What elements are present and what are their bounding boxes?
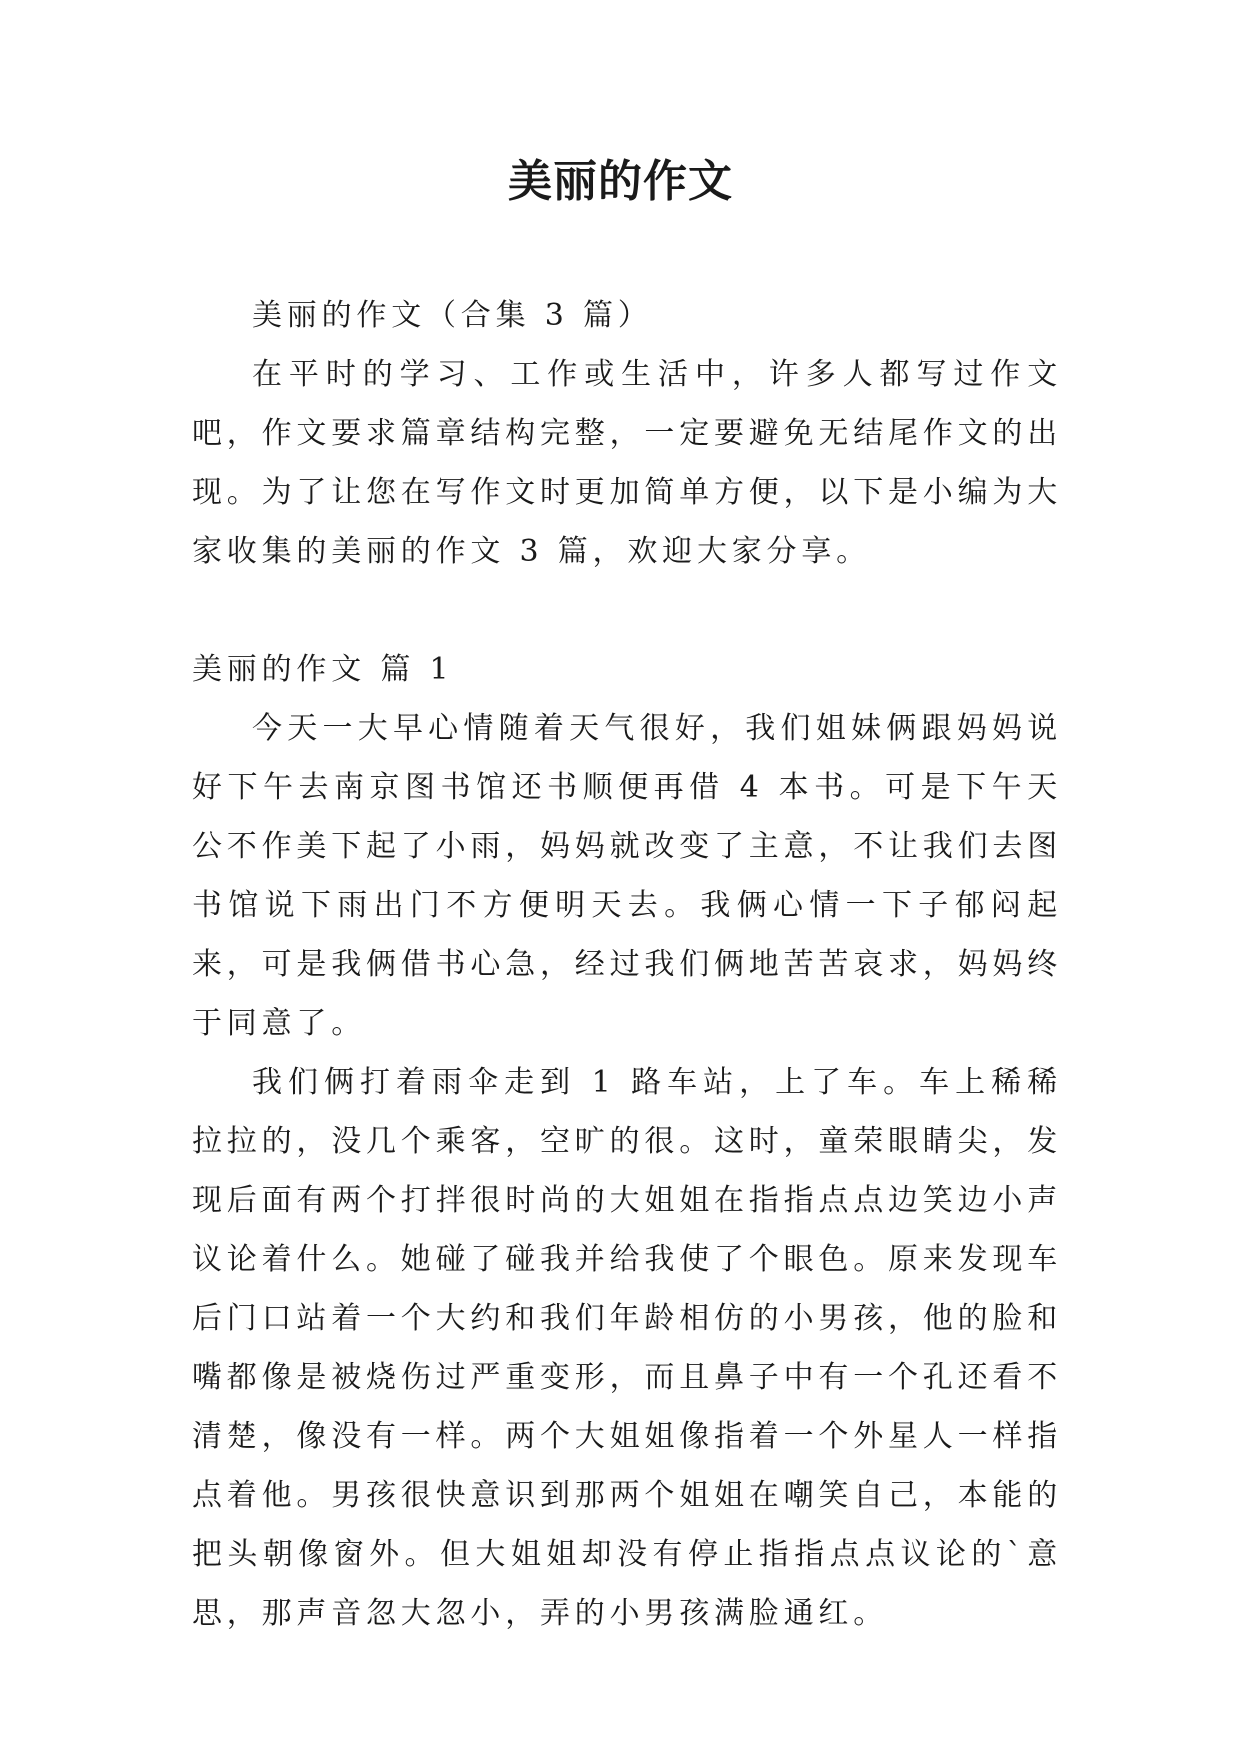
document-title: 美丽的作文 (508, 156, 733, 207)
collection-title: 美丽的作文（合集 3 篇） (252, 298, 653, 333)
document-body (192, 286, 1062, 1643)
section-heading: 美丽的作文 篇 1 (192, 652, 454, 687)
body-paragraph-1: 今天一大早心情随着天气很好，我们姐妹俩跟妈妈说好下午去南京图书馆还书顺便再借 4 本书。可是下午天公不作美下起了小雨，妈妈就改变了主意，不让我们去图书馆说下雨出门不方便明天去。我俩心情一下子郁闷起来，可是我俩借书心急，经过我们俩地苦苦哀求，妈妈终于同意了。 (192, 711, 1062, 1041)
body-paragraph-2: 我们俩打着雨伞走到 1 路车站，上了车。车上稀稀拉拉的，没几个乘客，空旷的很。这时，童荣眼睛尖，发现后面有两个打拌很时尚的大姐姐在指指点点边笑边小声议论着什么。她碰了碰我并给我使了个眼色。原来发现车后门口站着一个大约和我们年龄相仿的小男孩，他的脸和嘴都像是被烧伤过严重变形，而且鼻子中有一个孔还看不清楚，像没有一样。两个大姐姐像指着一个外星人一样指点着他。男孩很快意识到那两个姐姐在嘲笑自己，本能的把头朝像窗外。但大姐姐却没有停止指指点点议论的`意思，那声音忽大忽小，弄的小男孩满脸通红。 (192, 1065, 1062, 1631)
intro-paragraph: 在平时的学习、工作或生活中，许多人都写过作文吧，作文要求篇章结构完整，一定要避免无结尾作文的出现。为了让您在写作文时更加简单方便，以下是小编为大家收集的美丽的作文 3 篇，欢迎大家分享。 (192, 357, 1062, 569)
